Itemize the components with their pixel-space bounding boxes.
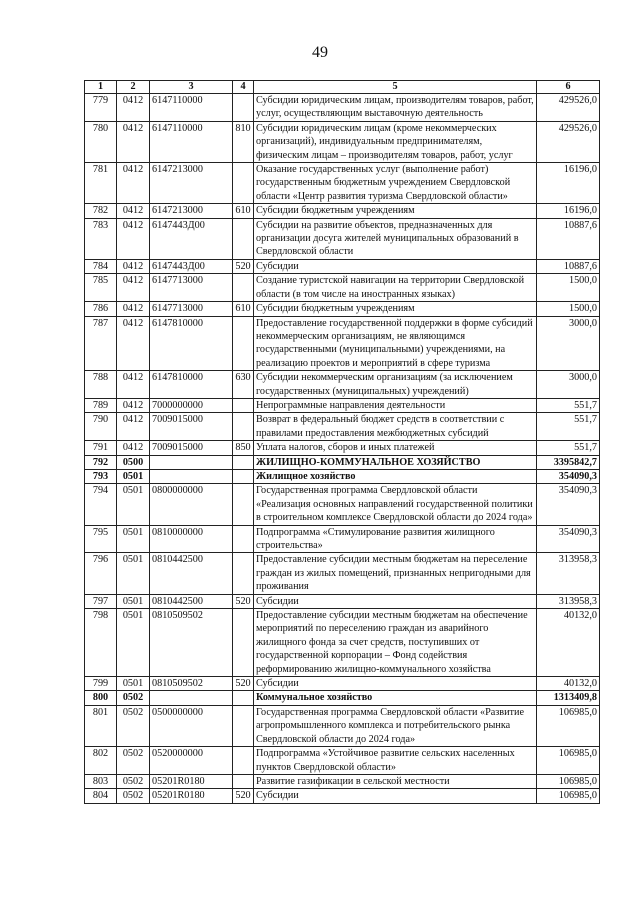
expense-type-cell	[233, 469, 254, 483]
row-number-cell: 780	[85, 121, 117, 162]
row-number-cell: 782	[85, 204, 117, 218]
section-code-cell: 0412	[117, 316, 150, 371]
table-row	[85, 441, 600, 455]
target-article-cell: 7009015000	[150, 413, 233, 441]
section-code-cell: 0501	[117, 553, 150, 594]
amount-cell: 3000,0	[537, 371, 600, 399]
table-row	[85, 218, 600, 259]
target-article-cell	[150, 455, 233, 469]
section-code-cell: 0502	[117, 774, 150, 788]
amount-cell: 313958,3	[537, 594, 600, 608]
amount-cell: 3000,0	[537, 316, 600, 371]
amount-cell: 106985,0	[537, 747, 600, 775]
expense-type-cell: 610	[233, 302, 254, 316]
target-article-cell: 6147810000	[150, 316, 233, 371]
section-code-cell: 0501	[117, 677, 150, 691]
row-number-cell: 791	[85, 441, 117, 455]
section-code-cell: 0412	[117, 274, 150, 302]
amount-cell: 354090,3	[537, 469, 600, 483]
amount-cell: 10887,6	[537, 218, 600, 259]
description-cell: Жилищное хозяйство	[254, 469, 537, 483]
target-article-cell: 0810442500	[150, 553, 233, 594]
target-article-cell: 6147713000	[150, 302, 233, 316]
section-code-cell: 0412	[117, 259, 150, 273]
section-code-cell: 0501	[117, 609, 150, 677]
description-cell: Подпрограмма «Стимулирование развития жилищного строительства»	[254, 525, 537, 553]
table-row	[85, 469, 600, 483]
table-row	[85, 316, 600, 371]
expense-type-cell	[233, 218, 254, 259]
amount-cell: 429526,0	[537, 94, 600, 122]
amount-cell: 551,7	[537, 413, 600, 441]
section-code-cell: 0412	[117, 204, 150, 218]
table-row	[85, 204, 600, 218]
amount-cell: 40132,0	[537, 677, 600, 691]
table-row	[85, 774, 600, 788]
target-article-cell: 6147443Д00	[150, 218, 233, 259]
description-cell: Субсидии юридическим лицам, производителям товаров, работ, услуг, осуществляющим выставочную деятельность	[254, 94, 537, 122]
row-number-cell: 801	[85, 705, 117, 746]
section-code-cell: 0412	[117, 94, 150, 122]
row-number-cell: 787	[85, 316, 117, 371]
section-code-cell: 0501	[117, 594, 150, 608]
description-cell: Предоставление государственной поддержки в форме субсидий некоммерческим организациям, не являющимся государственными (муниципальными) учреждениями, на реализацию проектов и мероприятий в сфере туризма	[254, 316, 537, 371]
target-article-cell	[150, 691, 233, 705]
expense-type-cell: 520	[233, 677, 254, 691]
row-number-cell: 788	[85, 371, 117, 399]
header-cell-2: 2	[117, 81, 150, 94]
row-number-cell: 800	[85, 691, 117, 705]
amount-cell: 354090,3	[537, 525, 600, 553]
row-number-cell: 783	[85, 218, 117, 259]
table-row	[85, 163, 600, 204]
row-number-cell: 793	[85, 469, 117, 483]
header-cell-1: 1	[85, 81, 117, 94]
description-cell: Субсидии некоммерческим организациям (за исключением государственных (муниципальных) учреждений)	[254, 371, 537, 399]
description-cell: Оказание государственных услуг (выполнение работ) государственным бюджетным учреждением Свердловской области «Центр развития туризма Свердловской области»	[254, 163, 537, 204]
expense-type-cell	[233, 163, 254, 204]
target-article-cell: 7000000000	[150, 398, 233, 412]
section-code-cell: 0502	[117, 691, 150, 705]
expense-type-cell	[233, 413, 254, 441]
amount-cell: 3395842,7	[537, 455, 600, 469]
expense-type-cell	[233, 609, 254, 677]
description-cell: Подпрограмма «Устойчивое развитие сельских населенных пунктов Свердловской области»	[254, 747, 537, 775]
table-row	[85, 525, 600, 553]
table-row	[85, 398, 600, 412]
section-code-cell: 0412	[117, 441, 150, 455]
expense-type-cell	[233, 94, 254, 122]
amount-cell: 106985,0	[537, 705, 600, 746]
page-number: 49	[312, 44, 328, 61]
description-cell: Уплата налогов, сборов и иных платежей	[254, 441, 537, 455]
amount-cell: 106985,0	[537, 774, 600, 788]
row-number-cell: 794	[85, 484, 117, 525]
expense-type-cell	[233, 455, 254, 469]
section-code-cell: 0412	[117, 302, 150, 316]
target-article-cell: 6147810000	[150, 371, 233, 399]
table-row	[85, 594, 600, 608]
expense-type-cell	[233, 747, 254, 775]
header-row	[85, 81, 600, 94]
description-cell: Субсидии бюджетным учреждениям	[254, 302, 537, 316]
table-row	[85, 484, 600, 525]
amount-cell: 106985,0	[537, 789, 600, 803]
table-row	[85, 789, 600, 803]
target-article-cell: 0810509502	[150, 677, 233, 691]
amount-cell: 1500,0	[537, 302, 600, 316]
row-number-cell: 784	[85, 259, 117, 273]
table-row	[85, 413, 600, 441]
target-article-cell: 0810509502	[150, 609, 233, 677]
amount-cell: 1313409,8	[537, 691, 600, 705]
section-code-cell: 0502	[117, 789, 150, 803]
expense-type-cell	[233, 705, 254, 746]
row-number-cell: 804	[85, 789, 117, 803]
row-number-cell: 786	[85, 302, 117, 316]
row-number-cell: 796	[85, 553, 117, 594]
target-article-cell: 0810442500	[150, 594, 233, 608]
target-article-cell: 6147213000	[150, 204, 233, 218]
row-number-cell: 795	[85, 525, 117, 553]
expense-type-cell	[233, 398, 254, 412]
row-number-cell: 799	[85, 677, 117, 691]
amount-cell: 551,7	[537, 398, 600, 412]
table-row	[85, 455, 600, 469]
amount-cell: 1500,0	[537, 274, 600, 302]
target-article-cell: 6147443Д00	[150, 259, 233, 273]
target-article-cell: 6147213000	[150, 163, 233, 204]
description-cell: Государственная программа Свердловской области «Развитие агропромышленного комплекса и потребительского рынка Свердловской области до 2024 года»	[254, 705, 537, 746]
section-code-cell: 0412	[117, 413, 150, 441]
description-cell: ЖИЛИЩНО-КОММУНАЛЬНОЕ ХОЗЯЙСТВО	[254, 455, 537, 469]
table-row	[85, 691, 600, 705]
table-row	[85, 677, 600, 691]
row-number-cell: 792	[85, 455, 117, 469]
expense-type-cell: 610	[233, 204, 254, 218]
description-cell: Субсидии на развитие объектов, предназначенных для организации досуга жителей муниципальных образований в Свердловской области	[254, 218, 537, 259]
target-article-cell: 05201R0180	[150, 789, 233, 803]
budget-table	[84, 80, 600, 804]
header-cell-4: 4	[233, 81, 254, 94]
section-code-cell: 0501	[117, 484, 150, 525]
table-row	[85, 609, 600, 677]
description-cell: Субсидии	[254, 594, 537, 608]
target-article-cell: 0800000000	[150, 484, 233, 525]
table-row	[85, 747, 600, 775]
target-article-cell: 6147713000	[150, 274, 233, 302]
expense-type-cell	[233, 553, 254, 594]
target-article-cell	[150, 469, 233, 483]
description-cell: Субсидии бюджетным учреждениям	[254, 204, 537, 218]
target-article-cell: 6147110000	[150, 94, 233, 122]
section-code-cell: 0500	[117, 455, 150, 469]
description-cell: Предоставление субсидии местным бюджетам на обеспечение мероприятий по переселению граждан из аварийного жилищного фонда за счет средств, поступивших от государственной корпорации – Фонд содействия реформированию жилищно-коммунального хозяйства	[254, 609, 537, 677]
section-code-cell: 0412	[117, 121, 150, 162]
section-code-cell: 0412	[117, 218, 150, 259]
target-article-cell: 0810000000	[150, 525, 233, 553]
row-number-cell: 803	[85, 774, 117, 788]
expense-type-cell: 520	[233, 789, 254, 803]
section-code-cell: 0501	[117, 525, 150, 553]
description-cell: Развитие газификации в сельской местности	[254, 774, 537, 788]
description-cell: Субсидии	[254, 677, 537, 691]
section-code-cell: 0502	[117, 705, 150, 746]
expense-type-cell	[233, 316, 254, 371]
section-code-cell: 0412	[117, 163, 150, 204]
table-row	[85, 259, 600, 273]
row-number-cell: 779	[85, 94, 117, 122]
expense-type-cell: 520	[233, 259, 254, 273]
table-body	[85, 94, 600, 804]
expense-type-cell	[233, 484, 254, 525]
description-cell: Непрограммные направления деятельности	[254, 398, 537, 412]
description-cell: Субсидии	[254, 259, 537, 273]
row-number-cell: 797	[85, 594, 117, 608]
description-cell: Субсидии юридическим лицам (кроме некоммерческих организаций), индивидуальным предпринимателям, физическим лицам – производителям товаров, работ, услуг	[254, 121, 537, 162]
expense-type-cell	[233, 274, 254, 302]
row-number-cell: 785	[85, 274, 117, 302]
expense-type-cell: 520	[233, 594, 254, 608]
expense-type-cell: 630	[233, 371, 254, 399]
expense-type-cell	[233, 691, 254, 705]
amount-cell: 16196,0	[537, 204, 600, 218]
target-article-cell: 7009015000	[150, 441, 233, 455]
expense-type-cell: 850	[233, 441, 254, 455]
expense-type-cell: 810	[233, 121, 254, 162]
row-number-cell: 802	[85, 747, 117, 775]
amount-cell: 313958,3	[537, 553, 600, 594]
header-cell-3: 3	[150, 81, 233, 94]
row-number-cell: 781	[85, 163, 117, 204]
expense-type-cell	[233, 525, 254, 553]
description-cell: Возврат в федеральный бюджет средств в соответствии с правилами предоставления межбюджетных субсидий	[254, 413, 537, 441]
description-cell: Коммунальное хозяйство	[254, 691, 537, 705]
table-row	[85, 94, 600, 122]
target-article-cell: 05201R0180	[150, 774, 233, 788]
description-cell: Предоставление субсидии местным бюджетам на переселение граждан из жилых помещений, признанных непригодными для проживания	[254, 553, 537, 594]
amount-cell: 40132,0	[537, 609, 600, 677]
table-row	[85, 705, 600, 746]
section-code-cell: 0412	[117, 371, 150, 399]
table-row	[85, 274, 600, 302]
header-cell-5: 5	[254, 81, 537, 94]
amount-cell: 551,7	[537, 441, 600, 455]
amount-cell: 354090,3	[537, 484, 600, 525]
description-cell: Создание туристской навигации на территории Свердловской области (в том числе на иностранных языках)	[254, 274, 537, 302]
table-row	[85, 371, 600, 399]
table-row	[85, 121, 600, 162]
row-number-cell: 790	[85, 413, 117, 441]
target-article-cell: 0520000000	[150, 747, 233, 775]
target-article-cell: 6147110000	[150, 121, 233, 162]
target-article-cell: 0500000000	[150, 705, 233, 746]
header-cell-6: 6	[537, 81, 600, 94]
description-cell: Субсидии	[254, 789, 537, 803]
amount-cell: 429526,0	[537, 121, 600, 162]
table-row	[85, 553, 600, 594]
description-cell: Государственная программа Свердловской области «Реализация основных направлений государственной политики в строительном комплексе Свердловской области до 2024 года»	[254, 484, 537, 525]
expense-type-cell	[233, 774, 254, 788]
amount-cell: 16196,0	[537, 163, 600, 204]
amount-cell: 10887,6	[537, 259, 600, 273]
section-code-cell: 0412	[117, 398, 150, 412]
section-code-cell: 0502	[117, 747, 150, 775]
row-number-cell: 798	[85, 609, 117, 677]
table-row	[85, 302, 600, 316]
row-number-cell: 789	[85, 398, 117, 412]
section-code-cell: 0501	[117, 469, 150, 483]
